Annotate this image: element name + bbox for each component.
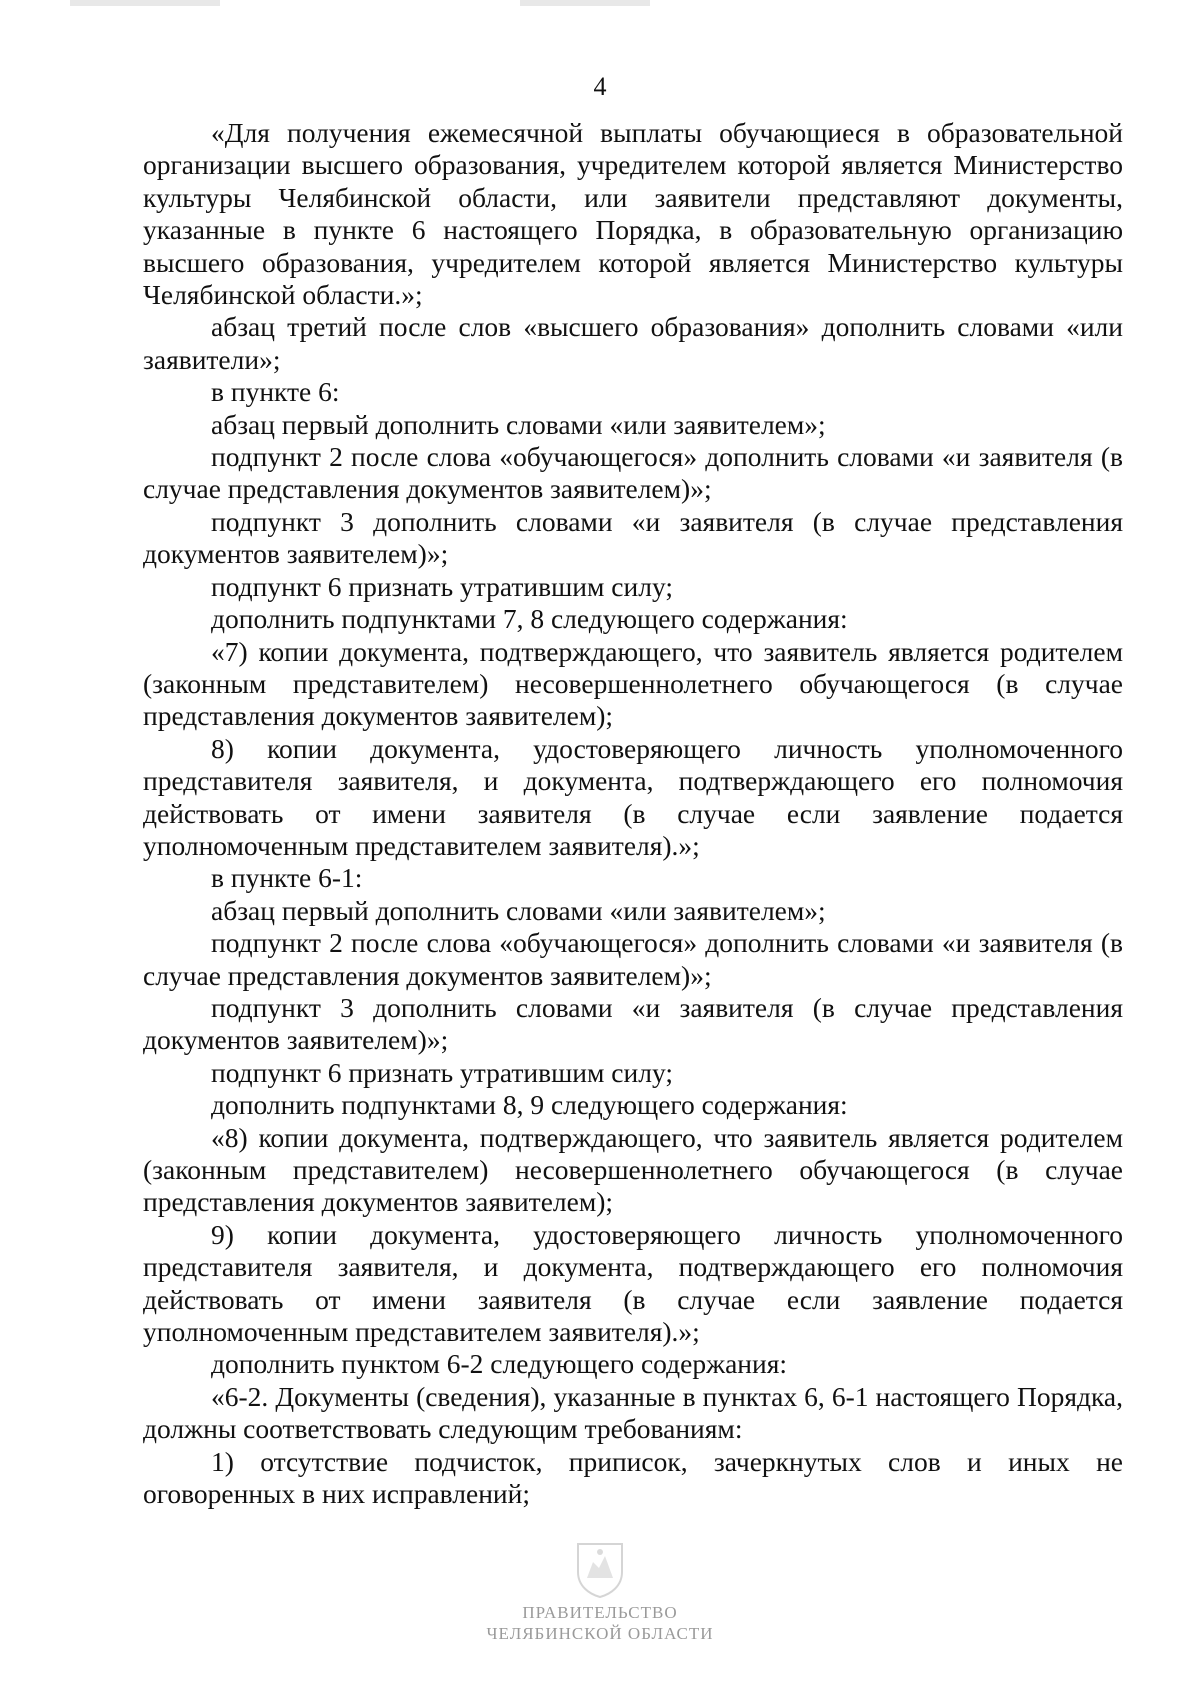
- paragraph: 8) копии документа, удостоверяющего личность уполномоченного представителя заявителя, и документа, подтверждающего его полномочия действовать от имени заявителя (в случае если заявление подается уполномоченным представителем заявителя).»;: [143, 732, 1123, 861]
- paragraph: «8) копии документа, подтверждающего, что заявитель является родителем (законным представителем) несовершеннолетнего обучающегося (в случае представления документов заявителем);: [143, 1121, 1123, 1218]
- scan-artifact: [520, 0, 650, 6]
- paragraph: в пункте 6:: [211, 376, 340, 408]
- paragraph: абзац третий после слов «высшего образования» дополнить словами «или заявители»;: [143, 311, 1123, 375]
- paragraph: подпункт 6 признать утратившим силу;: [211, 1056, 673, 1088]
- paragraph: «Для получения ежемесячной выплаты обучающиеся в образовательной организации высшего образования, учредителем которой является Министерство культуры Челябинской области, или заявители представляют документы, указанные в пункте 6 настоящего Порядка, в образовательную организацию высшего образования, учредителем которой является Министерство культуры Челябинской области.»;: [143, 117, 1123, 311]
- paragraph: подпункт 2 после слова «обучающегося» дополнить словами «и заявителя (в случае представления документов заявителем)»;: [143, 441, 1123, 505]
- paragraph: подпункт 3 дополнить словами «и заявителя (в случае представления документов заявителем)»;: [143, 505, 1123, 570]
- scan-artifact: [70, 0, 220, 6]
- paragraph: дополнить пунктом 6-2 следующего содержания:: [211, 1348, 788, 1380]
- paragraph: дополнить подпунктами 7, 8 следующего содержания:: [211, 603, 848, 635]
- paragraph: подпункт 6 признать утратившим силу;: [211, 570, 673, 602]
- paragraph: «7) копии документа, подтверждающего, что заявитель является родителем (законным представителем) несовершеннолетнего обучающегося (в случае представления документов заявителем);: [143, 635, 1123, 732]
- document-body: [143, 117, 1123, 1510]
- paragraph: «6-2. Документы (сведения), указанные в пунктах 6, 6-1 настоящего Порядка, должны соответствовать следующим требованиям:: [143, 1380, 1123, 1445]
- footer-region-label: ЧЕЛЯБИНСКОЙ ОБЛАСТИ: [486, 1624, 714, 1643]
- paragraph: абзац первый дополнить словами «или заявителем»;: [211, 894, 826, 926]
- paragraph: дополнить подпунктами 8, 9 следующего содержания:: [211, 1089, 848, 1121]
- page-number: 4: [593, 72, 607, 101]
- paragraph: 1) отсутствие подчисток, приписок, зачеркнутых слов и иных не оговоренных в них исправлений;: [143, 1445, 1123, 1510]
- paragraph: подпункт 3 дополнить словами «и заявителя (в случае представления документов заявителем)»;: [143, 991, 1123, 1056]
- paragraph: в пункте 6-1:: [211, 862, 363, 894]
- paragraph: абзац первый дополнить словами «или заявителем»;: [211, 408, 826, 440]
- paragraph: подпункт 2 после слова «обучающегося» дополнить словами «и заявителя (в случае представления документов заявителем)»;: [143, 927, 1123, 991]
- paragraph: 9) копии документа, удостоверяющего личность уполномоченного представителя заявителя, и документа, подтверждающего его полномочия действовать от имени заявителя (в случае если заявление подается уполномоченным представителем заявителя).»;: [143, 1218, 1123, 1348]
- coat-of-arms-icon: [575, 1540, 625, 1598]
- footer-government-label: ПРАВИТЕЛЬСТВО: [522, 1603, 678, 1622]
